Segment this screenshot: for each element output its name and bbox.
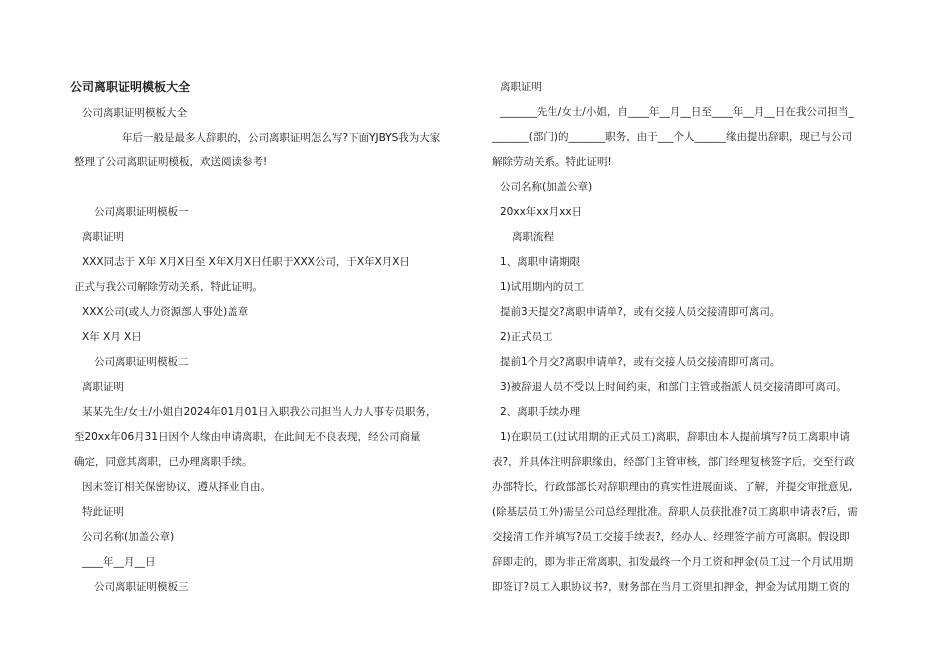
body-line: 某某先生/女士/小姐自2024年01月01日入职我公司担当人力人事专员职务， xyxy=(82,406,437,418)
company-seal-line: 公司名称(加盖公章) xyxy=(500,181,593,193)
body-line: (除基层员工外)需呈公司总经理批准。辞职人员获批准?员工离职申请表?后，需 xyxy=(492,506,858,518)
document-title: 公司离职证明模板大全 xyxy=(70,80,191,94)
list-item: 1)试用期内的员工 xyxy=(500,281,585,293)
date-line: 20xx年xx月xx日 xyxy=(500,206,583,218)
process-heading: 离职流程 xyxy=(512,231,554,243)
section-heading: 2、离职手续办理 xyxy=(500,406,581,418)
body-line: 表?，并具体注明辞职缘由，经部门主管审核，部门经理复核签字后，交至行政 xyxy=(492,456,855,468)
certify-line: 特此证明 xyxy=(82,506,124,518)
body-line: 提前3天提交?离职申请单?，或有交接人员交接清即可离司。 xyxy=(500,306,781,318)
template-three-heading: 公司离职证明模板三 xyxy=(94,581,189,593)
company-seal-line: XXX公司(或人力资源部人事处)盖章 xyxy=(82,306,249,318)
body-line: 办部特长，行政部部长对辞职理由的真实性进展面谈、了解，并提交审批意见, xyxy=(492,481,853,493)
certificate-heading: 离职证明 xyxy=(82,231,124,243)
body-line: 即签订?员工入职协议书?，财务部在当月工资里扣押金，押金为试用期工资的 xyxy=(492,581,850,593)
body-line: 交接清工作并填写?员工交接手续表?，经办人、经理签字前方可离职。假设即 xyxy=(492,531,850,543)
date-line: X年 X月 X日 xyxy=(82,331,142,343)
body-line: 解除劳动关系。特此证明! xyxy=(492,156,612,168)
body-line: XXX同志于 X年 X月X日至 X年X月X日任职于XXX公司，于X年X月X日 xyxy=(82,256,410,268)
body-line: 正式与我公司解除劳动关系，特此证明。 xyxy=(74,281,263,293)
body-line: _______(部门)的_______职务，由于___个人______缘由提出辞职，现已与公司 xyxy=(492,131,852,143)
body-line: 确定，同意其离职，已办理离职手续。 xyxy=(74,456,253,468)
section-heading: 1、离职申请期限 xyxy=(500,256,581,268)
list-item: 3)被辞退人员不受以上时间约束，和部门主管或指派人员交接清即可离司。 xyxy=(500,381,847,393)
body-line: 提前1个月交?离职申请单?，或有交接人员交接清即可离司。 xyxy=(500,356,781,368)
body-line: _______先生/女士/小姐，自____年__月__日至____年__月__日在我公司担当_ xyxy=(500,106,854,118)
list-item: 2)正式员工 xyxy=(500,331,553,343)
intro-line-2: 整理了公司离职证明模板，欢送阅读参考! xyxy=(74,156,268,168)
template-two-heading: 公司离职证明模板二 xyxy=(94,356,189,368)
body-line: 因未签订相关保密协议，遵从择业自由。 xyxy=(82,481,271,493)
body-line: 至20xx年06月31日因个人缘由申请离职，在此间无不良表现，经公司商量 xyxy=(74,431,421,443)
intro-line-1: 年后一般是最多人辞职的，公司离职证明怎么写?下面YJBYS我为大家 xyxy=(122,132,441,144)
certificate-heading: 离职证明 xyxy=(500,81,542,93)
certificate-heading: 离职证明 xyxy=(82,381,124,393)
company-seal-line: 公司名称(加盖公章) xyxy=(82,531,175,543)
body-line: 1)在职员工(过试用期的正式员工)离职，辞职由本人提前填写?员工离职申请 xyxy=(500,431,851,443)
date-line: ____年__月__日 xyxy=(82,556,156,568)
body-line: 辞即走的，即为非正常离职，扣发最终一个月工资和押金(员工过一个月试用期 xyxy=(492,556,854,568)
subtitle: 公司离职证明模板大全 xyxy=(82,107,187,119)
template-one-heading: 公司离职证明模板一 xyxy=(94,206,189,218)
